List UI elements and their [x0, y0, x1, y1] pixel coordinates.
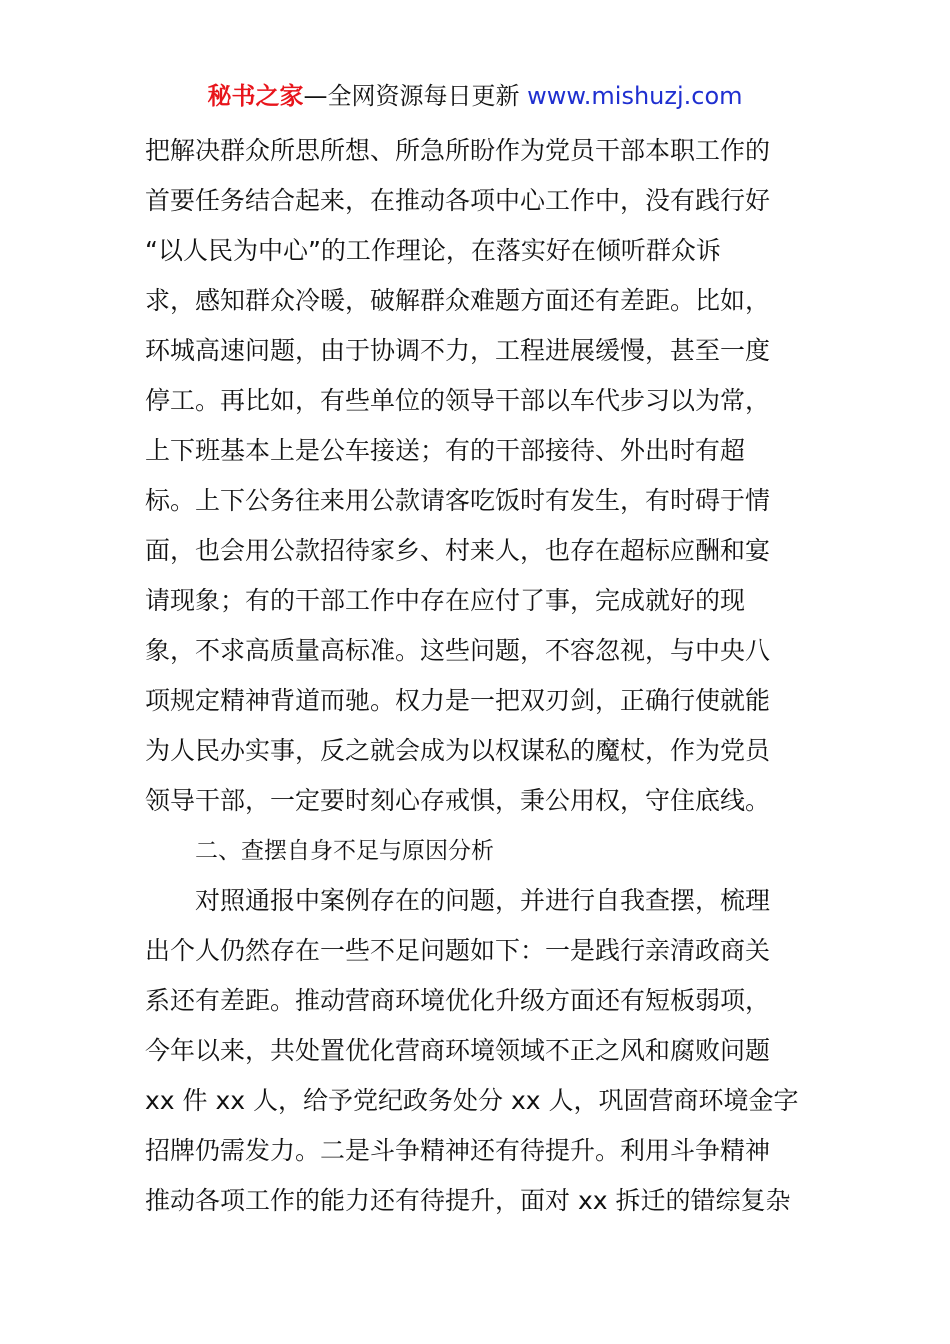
text-line: 象，不求高质量高标准。这些问题，不容忽视，与中央八	[145, 636, 771, 665]
text-line: 环城高速问题，由于协调不力，工程进展缓慢，甚至一度	[145, 336, 771, 365]
text-line: 首要任务结合起来，在推动各项中心工作中，没有践行好	[145, 186, 771, 215]
text-line: 停工。再比如，有些单位的领导干部以车代步习以为常，	[145, 386, 771, 415]
text-line: 今年以来，共处置优化营商环境领域不正之风和腐败问题	[145, 1036, 771, 1065]
text-line: “以人民为中心”的工作理论，在落实好在倾听群众诉	[145, 236, 721, 265]
text-line: 领导干部，一定要时刻心存戒惧，秉公用权，守住底线。	[145, 786, 771, 815]
text-line: 求，感知群众冷暖，破解群众难题方面还有差距。比如，	[145, 286, 771, 315]
text-line: 请现象；有的干部工作中存在应付了事，完成就好的现	[145, 586, 746, 615]
text-line: 上下班基本上是公车接送；有的干部接待、外出时有超	[145, 436, 746, 465]
text-line: 出个人仍然存在一些不足问题如下：一是践行亲清政商关	[145, 936, 771, 965]
text-line: xx 件 xx 人，给予党纪政务处分 xx 人，巩固营商环境金字	[145, 1086, 799, 1115]
section-heading: 二、查摆自身不足与原因分析	[195, 838, 494, 864]
brand-name: 秘书之家	[207, 82, 304, 110]
text-line: 为人民办实事，反之就会成为以权谋私的魔杖，作为党员	[145, 736, 771, 765]
text-line: 面，也会用公款招待家乡、村来人，也存在超标应酬和宴	[145, 536, 771, 565]
site-header	[0, 80, 950, 112]
header-tagline: —全网资源每日更新	[303, 82, 528, 110]
text-line: 系还有差距。推动营商环境优化升级方面还有短板弱项，	[145, 986, 771, 1015]
paragraph-first-line: 对照通报中案例存在的问题，并进行自我查摆，梳理	[195, 886, 771, 915]
document-body	[145, 126, 815, 1226]
site-url-link[interactable]: www.mishuzj.com	[527, 82, 743, 110]
text-line: 招牌仍需发力。二是斗争精神还有待提升。利用斗争精神	[145, 1136, 771, 1165]
text-line: 项规定精神背道而驰。权力是一把双刃剑，正确行使就能	[145, 686, 771, 715]
text-line: 标。上下公务往来用公款请客吃饭时有发生，有时碍于情	[145, 486, 771, 515]
text-line: 把解决群众所思所想、所急所盼作为党员干部本职工作的	[145, 136, 771, 165]
text-line: 推动各项工作的能力还有待提升，面对 xx 拆迁的错综复杂	[145, 1186, 791, 1215]
